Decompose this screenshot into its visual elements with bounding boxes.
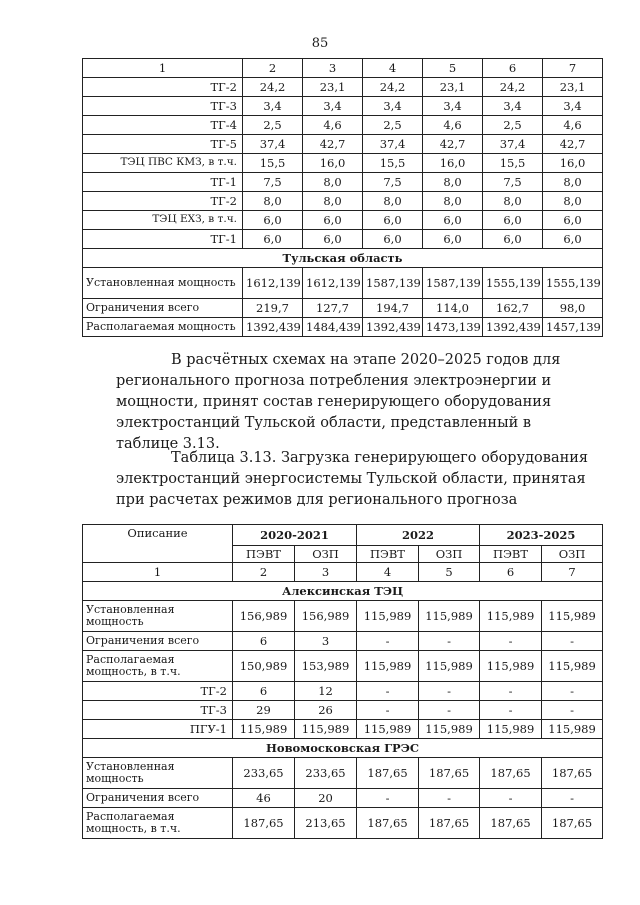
mode-header: ОЗП bbox=[542, 546, 603, 563]
table-row bbox=[83, 97, 603, 116]
table-row bbox=[83, 789, 603, 808]
cell: 15,5 bbox=[243, 154, 303, 173]
table-row bbox=[83, 192, 603, 211]
cell: 8,0 bbox=[483, 192, 543, 211]
cell: - bbox=[357, 701, 419, 720]
cell: 115,989 bbox=[542, 601, 603, 632]
cell: 8,0 bbox=[543, 173, 603, 192]
col-number: 5 bbox=[419, 563, 480, 582]
cell: - bbox=[480, 632, 542, 651]
col-number: 6 bbox=[483, 59, 543, 78]
cell: 8,0 bbox=[423, 173, 483, 192]
section-title: Новомосковская ГРЭС bbox=[83, 739, 603, 758]
cell: 1473,139 bbox=[423, 318, 483, 337]
cell: 115,989 bbox=[419, 601, 480, 632]
row-label: ТГ-2 bbox=[83, 78, 243, 97]
cell: 8,0 bbox=[363, 192, 423, 211]
cell: 2,5 bbox=[363, 116, 423, 135]
table-row bbox=[83, 651, 603, 682]
table-header-row bbox=[83, 59, 603, 78]
cell: 114,0 bbox=[423, 299, 483, 318]
table-row bbox=[83, 632, 603, 651]
cell: 156,989 bbox=[295, 601, 357, 632]
row-label: Располагаемая мощность bbox=[83, 318, 243, 337]
row-label: ТЭЦ ЕХЗ, в т.ч. bbox=[83, 211, 243, 230]
period-header: 2022 bbox=[357, 525, 480, 546]
cell: 187,65 bbox=[480, 808, 542, 839]
cell: 4,6 bbox=[543, 116, 603, 135]
row-label: ТГ-3 bbox=[83, 701, 233, 720]
cell: 23,1 bbox=[543, 78, 603, 97]
col-number: 4 bbox=[357, 563, 419, 582]
cell: 4,6 bbox=[423, 116, 483, 135]
col-number: 1 bbox=[83, 59, 243, 78]
col-number: 2 bbox=[243, 59, 303, 78]
cell: 115,989 bbox=[357, 720, 419, 739]
col-number: 7 bbox=[543, 59, 603, 78]
cell: 187,65 bbox=[419, 758, 480, 789]
cell: - bbox=[542, 682, 603, 701]
description-header: Описание bbox=[83, 525, 233, 563]
cell: 8,0 bbox=[303, 173, 363, 192]
cell: 6,0 bbox=[363, 211, 423, 230]
cell: 115,989 bbox=[419, 720, 480, 739]
table-number-row bbox=[83, 563, 603, 582]
table-row bbox=[83, 758, 603, 789]
row-label: Располагаемая мощность, в т.ч. bbox=[83, 651, 233, 682]
cell: - bbox=[542, 789, 603, 808]
cell: 23,1 bbox=[303, 78, 363, 97]
mode-header: ОЗП bbox=[419, 546, 480, 563]
cell: 127,7 bbox=[303, 299, 363, 318]
cell: 6,0 bbox=[483, 211, 543, 230]
table-3-13 bbox=[82, 524, 603, 839]
cell: 6,0 bbox=[303, 230, 363, 249]
row-label: Установленная мощность bbox=[83, 268, 243, 299]
table-row bbox=[83, 135, 603, 154]
caption-text: Таблица 3.13. Загрузка генерирующего оборудования электростанций энергосистемы Тульской области, принятая при расчетах режимов для регионального прогноза bbox=[116, 450, 589, 508]
table-row bbox=[83, 299, 603, 318]
cell: 115,989 bbox=[542, 720, 603, 739]
cell: 1392,439 bbox=[243, 318, 303, 337]
row-label: ТГ-4 bbox=[83, 116, 243, 135]
col-number: 3 bbox=[295, 563, 357, 582]
cell: 219,7 bbox=[243, 299, 303, 318]
cell: 7,5 bbox=[363, 173, 423, 192]
row-label: ТГ-2 bbox=[83, 192, 243, 211]
mode-header: ОЗП bbox=[295, 546, 357, 563]
cell: 4,6 bbox=[303, 116, 363, 135]
cell: 115,989 bbox=[542, 651, 603, 682]
period-header: 2023-2025 bbox=[480, 525, 603, 546]
table-caption bbox=[116, 448, 594, 511]
paragraph-text: В расчётных схемах на этапе 2020–2025 годов для регионального прогноза потребления электроэнергии и мощности, принят состав генерирующего оборудования электростанций Тульской области, представленный в таблице 3.13. bbox=[116, 352, 561, 452]
row-label: ТЭЦ ПВС КМЗ, в т.ч. bbox=[83, 154, 243, 173]
table-header-row bbox=[83, 525, 603, 546]
cell: 16,0 bbox=[543, 154, 603, 173]
cell: - bbox=[480, 701, 542, 720]
table-row bbox=[83, 808, 603, 839]
cell: - bbox=[419, 682, 480, 701]
cell: 8,0 bbox=[543, 192, 603, 211]
cell: 46 bbox=[233, 789, 295, 808]
cell: 1392,439 bbox=[483, 318, 543, 337]
cell: 16,0 bbox=[423, 154, 483, 173]
cell: 187,65 bbox=[542, 808, 603, 839]
cell: 3,4 bbox=[303, 97, 363, 116]
cell: 20 bbox=[295, 789, 357, 808]
cell: 6,0 bbox=[543, 230, 603, 249]
cell: 1612,139 bbox=[303, 268, 363, 299]
section-title: Алексинская ТЭЦ bbox=[83, 582, 603, 601]
cell: 6 bbox=[233, 632, 295, 651]
table-row bbox=[83, 701, 603, 720]
section-title: Тульская область bbox=[83, 249, 603, 268]
cell: 8,0 bbox=[423, 192, 483, 211]
cell: 16,0 bbox=[303, 154, 363, 173]
cell: 187,65 bbox=[480, 758, 542, 789]
row-label: Ограничения всего bbox=[83, 632, 233, 651]
cell: 42,7 bbox=[543, 135, 603, 154]
col-number: 7 bbox=[542, 563, 603, 582]
cell: 187,65 bbox=[357, 758, 419, 789]
table-row bbox=[83, 78, 603, 97]
mode-header: ПЭВТ bbox=[357, 546, 419, 563]
cell: 6,0 bbox=[483, 230, 543, 249]
cell: 6,0 bbox=[363, 230, 423, 249]
cell: 6,0 bbox=[243, 230, 303, 249]
cell: 233,65 bbox=[233, 758, 295, 789]
row-label: ТГ-1 bbox=[83, 173, 243, 192]
cell: 153,989 bbox=[295, 651, 357, 682]
col-number: 4 bbox=[363, 59, 423, 78]
cell: 12 bbox=[295, 682, 357, 701]
table-row bbox=[83, 116, 603, 135]
cell: - bbox=[419, 789, 480, 808]
cell: 3,4 bbox=[363, 97, 423, 116]
cell: 1457,139 bbox=[543, 318, 603, 337]
cell: 1587,139 bbox=[423, 268, 483, 299]
cell: 24,2 bbox=[363, 78, 423, 97]
section-row bbox=[83, 582, 603, 601]
cell: 1484,439 bbox=[303, 318, 363, 337]
cell: 3,4 bbox=[483, 97, 543, 116]
cell: - bbox=[357, 789, 419, 808]
cell: 6,0 bbox=[543, 211, 603, 230]
table-row bbox=[83, 720, 603, 739]
table-row bbox=[83, 318, 603, 337]
row-label: Ограничения всего bbox=[83, 789, 233, 808]
cell: 3,4 bbox=[543, 97, 603, 116]
row-label: ТГ-3 bbox=[83, 97, 243, 116]
row-label: Ограничения всего bbox=[83, 299, 243, 318]
table-row bbox=[83, 682, 603, 701]
cell: - bbox=[419, 632, 480, 651]
row-label: Установленная мощность bbox=[83, 601, 233, 632]
body-paragraph bbox=[116, 350, 594, 455]
cell: 3,4 bbox=[243, 97, 303, 116]
cell: 6,0 bbox=[423, 211, 483, 230]
col-number: 6 bbox=[480, 563, 542, 582]
cell: 115,989 bbox=[357, 601, 419, 632]
cell: 8,0 bbox=[243, 192, 303, 211]
row-label: ТГ-5 bbox=[83, 135, 243, 154]
col-number: 5 bbox=[423, 59, 483, 78]
cell: 24,2 bbox=[243, 78, 303, 97]
cell: 115,989 bbox=[295, 720, 357, 739]
cell: 187,65 bbox=[542, 758, 603, 789]
cell: 156,989 bbox=[233, 601, 295, 632]
cell: 6,0 bbox=[423, 230, 483, 249]
row-label: ТГ-1 bbox=[83, 230, 243, 249]
cell: 115,989 bbox=[233, 720, 295, 739]
cell: - bbox=[542, 632, 603, 651]
cell: 2,5 bbox=[483, 116, 543, 135]
table-row bbox=[83, 173, 603, 192]
cell: - bbox=[357, 682, 419, 701]
table-row bbox=[83, 601, 603, 632]
cell: 42,7 bbox=[423, 135, 483, 154]
cell: 6,0 bbox=[243, 211, 303, 230]
cell: 115,989 bbox=[357, 651, 419, 682]
cell: 15,5 bbox=[363, 154, 423, 173]
cell: 187,65 bbox=[233, 808, 295, 839]
cell: 37,4 bbox=[243, 135, 303, 154]
cell: 7,5 bbox=[483, 173, 543, 192]
cell: 1555,139 bbox=[483, 268, 543, 299]
period-header: 2020-2021 bbox=[233, 525, 357, 546]
cell: - bbox=[542, 701, 603, 720]
col-number: 1 bbox=[83, 563, 233, 582]
mode-header: ПЭВТ bbox=[480, 546, 542, 563]
cell: 233,65 bbox=[295, 758, 357, 789]
cell: 26 bbox=[295, 701, 357, 720]
cell: 37,4 bbox=[483, 135, 543, 154]
cell: 98,0 bbox=[543, 299, 603, 318]
cell: 194,7 bbox=[363, 299, 423, 318]
cell: 29 bbox=[233, 701, 295, 720]
cell: - bbox=[480, 682, 542, 701]
cell: 2,5 bbox=[243, 116, 303, 135]
table-continuation bbox=[82, 58, 603, 337]
mode-header: ПЭВТ bbox=[233, 546, 295, 563]
cell: 3,4 bbox=[423, 97, 483, 116]
cell: 150,989 bbox=[233, 651, 295, 682]
cell: 187,65 bbox=[419, 808, 480, 839]
cell: 24,2 bbox=[483, 78, 543, 97]
row-label: Располагаемая мощность, в т.ч. bbox=[83, 808, 233, 839]
cell: 3 bbox=[295, 632, 357, 651]
cell: 1612,139 bbox=[243, 268, 303, 299]
row-label: Установленная мощность bbox=[83, 758, 233, 789]
section-row bbox=[83, 249, 603, 268]
cell: 115,989 bbox=[480, 720, 542, 739]
table-row bbox=[83, 154, 603, 173]
cell: 37,4 bbox=[363, 135, 423, 154]
cell: 187,65 bbox=[357, 808, 419, 839]
cell: 115,989 bbox=[480, 601, 542, 632]
cell: - bbox=[357, 632, 419, 651]
cell: - bbox=[419, 701, 480, 720]
table-row bbox=[83, 230, 603, 249]
cell: - bbox=[480, 789, 542, 808]
cell: 15,5 bbox=[483, 154, 543, 173]
cell: 23,1 bbox=[423, 78, 483, 97]
cell: 7,5 bbox=[243, 173, 303, 192]
cell: 115,989 bbox=[480, 651, 542, 682]
table-row bbox=[83, 211, 603, 230]
cell: 1587,139 bbox=[363, 268, 423, 299]
cell: 162,7 bbox=[483, 299, 543, 318]
cell: 1392,439 bbox=[363, 318, 423, 337]
table-row bbox=[83, 268, 603, 299]
cell: 8,0 bbox=[303, 192, 363, 211]
cell: 115,989 bbox=[419, 651, 480, 682]
col-number: 3 bbox=[303, 59, 363, 78]
page-number: 85 bbox=[311, 36, 329, 51]
cell: 1555,139 bbox=[543, 268, 603, 299]
cell: 213,65 bbox=[295, 808, 357, 839]
row-label: ПГУ-1 bbox=[83, 720, 233, 739]
cell: 6,0 bbox=[303, 211, 363, 230]
row-label: ТГ-2 bbox=[83, 682, 233, 701]
section-row bbox=[83, 739, 603, 758]
cell: 6 bbox=[233, 682, 295, 701]
col-number: 2 bbox=[233, 563, 295, 582]
cell: 42,7 bbox=[303, 135, 363, 154]
